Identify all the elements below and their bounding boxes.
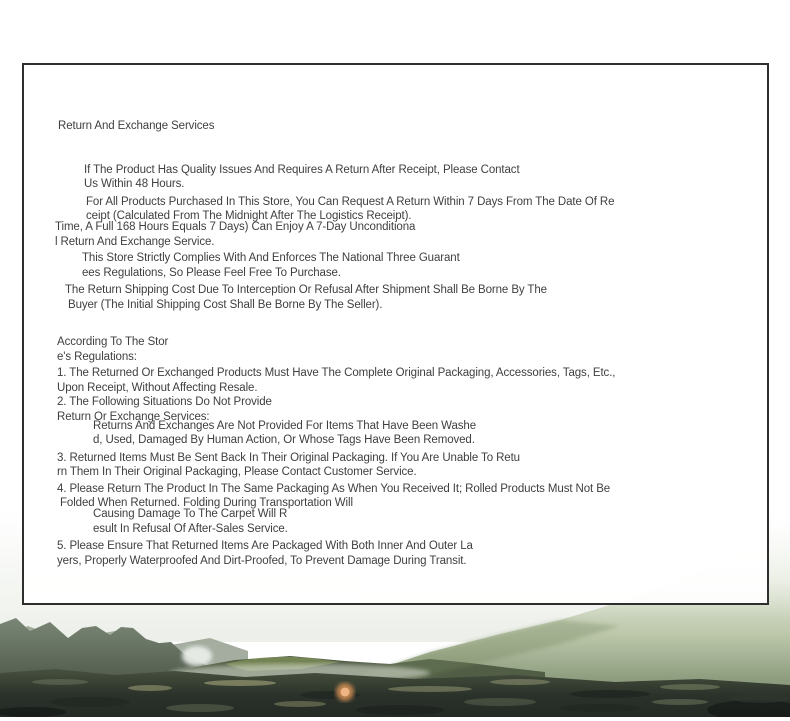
policy-line: Buyer (The Initial Shipping Cost Shall Be Borne By The Seller). [68, 298, 383, 311]
policy-line: l Return And Exchange Service. [55, 235, 215, 248]
return-policy-card [22, 63, 769, 605]
policy-line: 4. Please Return The Product In The Same Packaging As When You Received It; Rolled Products Must Not Be [57, 482, 611, 495]
policy-line: ees Regulations, So Please Feel Free To Purchase. [82, 266, 341, 279]
policy-line: Us Within 48 Hours. [84, 178, 185, 190]
policy-line: Causing Damage To The Carpet Will R [93, 508, 288, 520]
sun-flare [336, 683, 354, 701]
policy-line: 2. The Following Situations Do Not Provide [57, 396, 272, 408]
policy-line: Time, A Full 168 Hours Equals 7 Days) Can Enjoy A 7-Day Unconditiona [55, 221, 416, 233]
glacier-patch [182, 646, 212, 666]
policy-line: 1. The Returned Or Exchanged Products Must Have The Complete Original Packaging, Accessories, Tags, Etc., [57, 367, 616, 379]
policy-line: e's Regulations: [57, 350, 137, 363]
policy-line: Folded When Returned. Folding During Transportation Will [60, 497, 353, 509]
policy-line: esult In Refusal Of After-Sales Service. [93, 522, 288, 535]
policy-line: Returns And Exchanges Are Not Provided For Items That Have Been Washe [93, 419, 477, 432]
policy-line: rn Them In Their Original Packaging, Please Contact Customer Service. [57, 466, 417, 478]
policy-line: For All Products Purchased In This Store, You Can Request A Return Within 7 Days From The Date Of Re [86, 195, 615, 208]
policy-line: According To The Stor [57, 336, 169, 348]
policy-line: Return Or Exchange Services: [57, 410, 210, 423]
policy-line: d, Used, Damaged By Human Action, Or Whose Tags Have Been Removed. [93, 434, 475, 446]
policy-line: This Store Strictly Complies With And Enforces The National Three Guarant [82, 252, 460, 264]
policy-line: 3. Returned Items Must Be Sent Back In Their Original Packaging. If You Are Unable To Retu [57, 451, 520, 464]
policy-line: If The Product Has Quality Issues And Requires A Return After Receipt, Please Contact [84, 163, 520, 176]
policy-line: The Return Shipping Cost Due To Interception Or Refusal After Shipment Shall Be Borne By The [65, 284, 547, 296]
policy-line: Upon Receipt, Without Affecting Resale. [57, 381, 258, 394]
section-title: Return And Exchange Services [58, 120, 215, 132]
policy-line: ceipt (Calculated From The Midnight After The Logistics Receipt). [86, 210, 412, 222]
policy-line: yers, Properly Waterproofed And Dirt-Proofed, To Prevent Damage During Transit. [57, 554, 467, 567]
policy-line: 5. Please Ensure That Returned Items Are Packaged With Both Inner And Outer La [57, 540, 473, 552]
